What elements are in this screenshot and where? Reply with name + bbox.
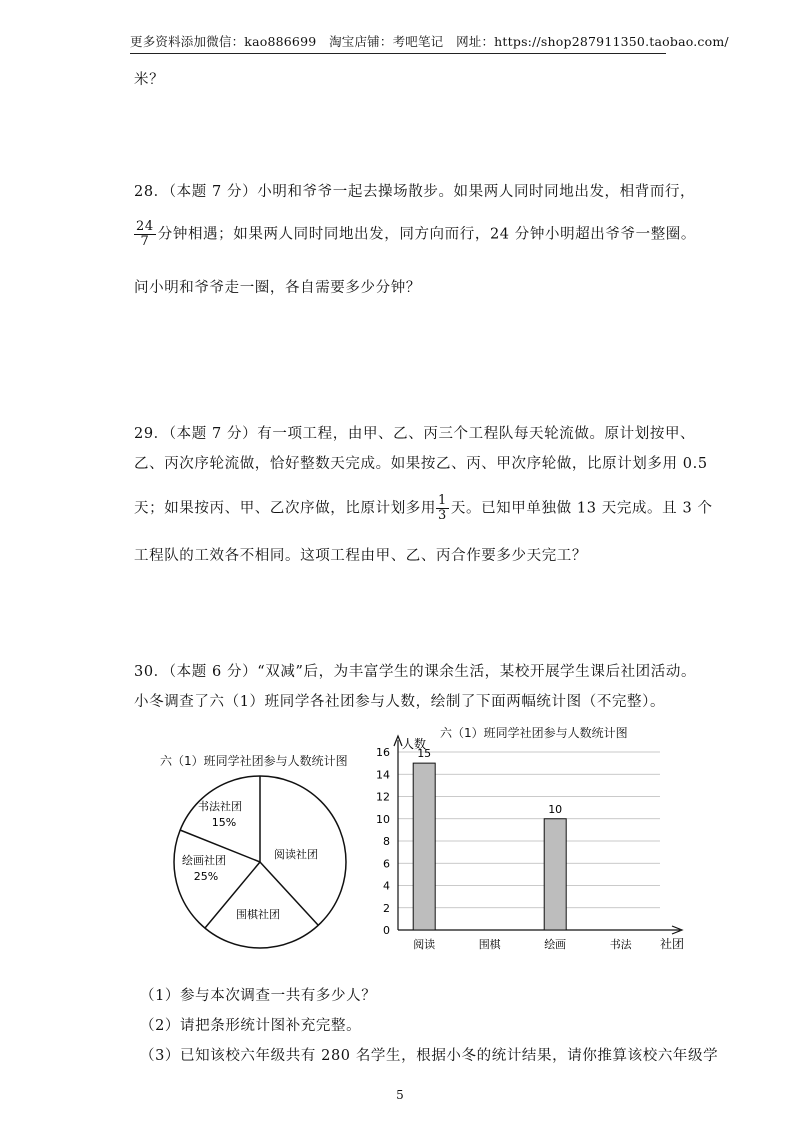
x-tick-label: 绘画 [544, 938, 567, 951]
q28-line2-text: 分钟相遇；如果两人同时同地出发，同方向而行，24 分钟小明超出爷爷一整圈。 [157, 226, 697, 243]
y-tick-label: 2 [383, 901, 390, 915]
q29-line2: 乙、丙次序轮流做，恰好整数天完成。如果按乙、丙、甲次序轮做，比原计划多用 0.5 [134, 456, 708, 472]
pie-chart [170, 772, 350, 952]
x-tick-label: 阅读 [413, 938, 436, 951]
pie-value-calligraphy: 15% [211, 816, 237, 829]
page-number: 5 [396, 1088, 404, 1102]
y-tick-label: 4 [383, 879, 390, 893]
q29-frac-den: 3 [438, 508, 447, 523]
q29-line3-post: 天。已知甲单独做 13 天完成。且 3 个 [450, 500, 713, 517]
q30-sub2: （2）请把条形统计图补充完整。 [140, 1018, 362, 1034]
q28-frac-num: 24 [136, 219, 154, 234]
pie-label-calligraphy: 书法社团 [198, 800, 242, 813]
q30-sub3: （3）已知该校六年级共有 280 名学生，根据小冬的统计结果，请你推算该校六年级学 [140, 1048, 719, 1064]
q30-line1: 30．（本题 6 分）“双减”后，为丰富学生的课余生活，某校开展学生课后社团活动。 [134, 664, 697, 680]
bar-chart [360, 732, 690, 962]
q30-sub1: （1）参与本次调查一共有多少人？ [140, 988, 377, 1004]
y-tick-label: 16 [376, 746, 390, 759]
y-tick-label: 12 [376, 790, 390, 804]
q29-line3 [134, 494, 713, 523]
y-tick-label: 10 [376, 812, 390, 826]
pie-label-go: 围棋社团 [236, 908, 280, 921]
bar-data-label: 15 [417, 747, 432, 761]
q29-fraction [436, 494, 449, 523]
x-tick-label: 书法 [609, 938, 632, 951]
q29-frac-num: 1 [438, 493, 447, 508]
y-tick-label: 14 [376, 768, 390, 782]
bar [413, 763, 435, 930]
q28-line1: 28．（本题 7 分）小明和爷爷一起去操场散步。如果两人同时同地出发，相背而行， [134, 184, 696, 200]
pie-label-reading: 阅读社团 [274, 848, 318, 861]
y-tick-label: 6 [383, 857, 390, 871]
bar-data-label: 10 [548, 802, 563, 816]
pie-value-painting: 25% [193, 870, 219, 883]
bar-chart-title: 六（1）班同学社团参与人数统计图 [440, 726, 628, 740]
q30-line2: 小冬调查了六（1）班同学各社团参与人数，绘制了下面两幅统计图（不完整）。 [134, 694, 666, 710]
q28-frac-den: 7 [140, 234, 150, 249]
q28-line3: 问小明和爷爷走一圈，各自需要多少分钟？ [134, 280, 421, 296]
bar [544, 819, 566, 930]
pie-label-painting: 绘画社团 [182, 854, 226, 867]
page-header: 更多资料添加微信：kao886699 淘宝店铺：考吧笔记 网址：https://shop287911350.taobao.com/ [130, 32, 666, 54]
y-tick-label: 8 [383, 835, 390, 848]
q29-line4: 工程队的工效各不相同。这项工程由甲、乙、丙合作要多少天完工？ [134, 548, 587, 564]
x-tick-label: 围棋 [478, 938, 501, 951]
q28-fraction [134, 220, 156, 249]
q29-line1: 29．（本题 7 分）有一项工程，由甲、乙、丙三个工程队每天轮流做。原计划按甲、 [134, 426, 696, 442]
q29-line3-pre: 天；如果按丙、甲、乙次序做，比原计划多用 [134, 500, 436, 517]
x-axis-label: 社团 [660, 937, 685, 951]
y-tick-label: 0 [383, 924, 390, 937]
q28-line2 [134, 220, 696, 249]
q27-tail: 米？ [134, 72, 165, 88]
pie-chart-title: 六（1）班同学社团参与人数统计图 [160, 754, 348, 768]
y-axis-label: 人数 [402, 737, 427, 751]
